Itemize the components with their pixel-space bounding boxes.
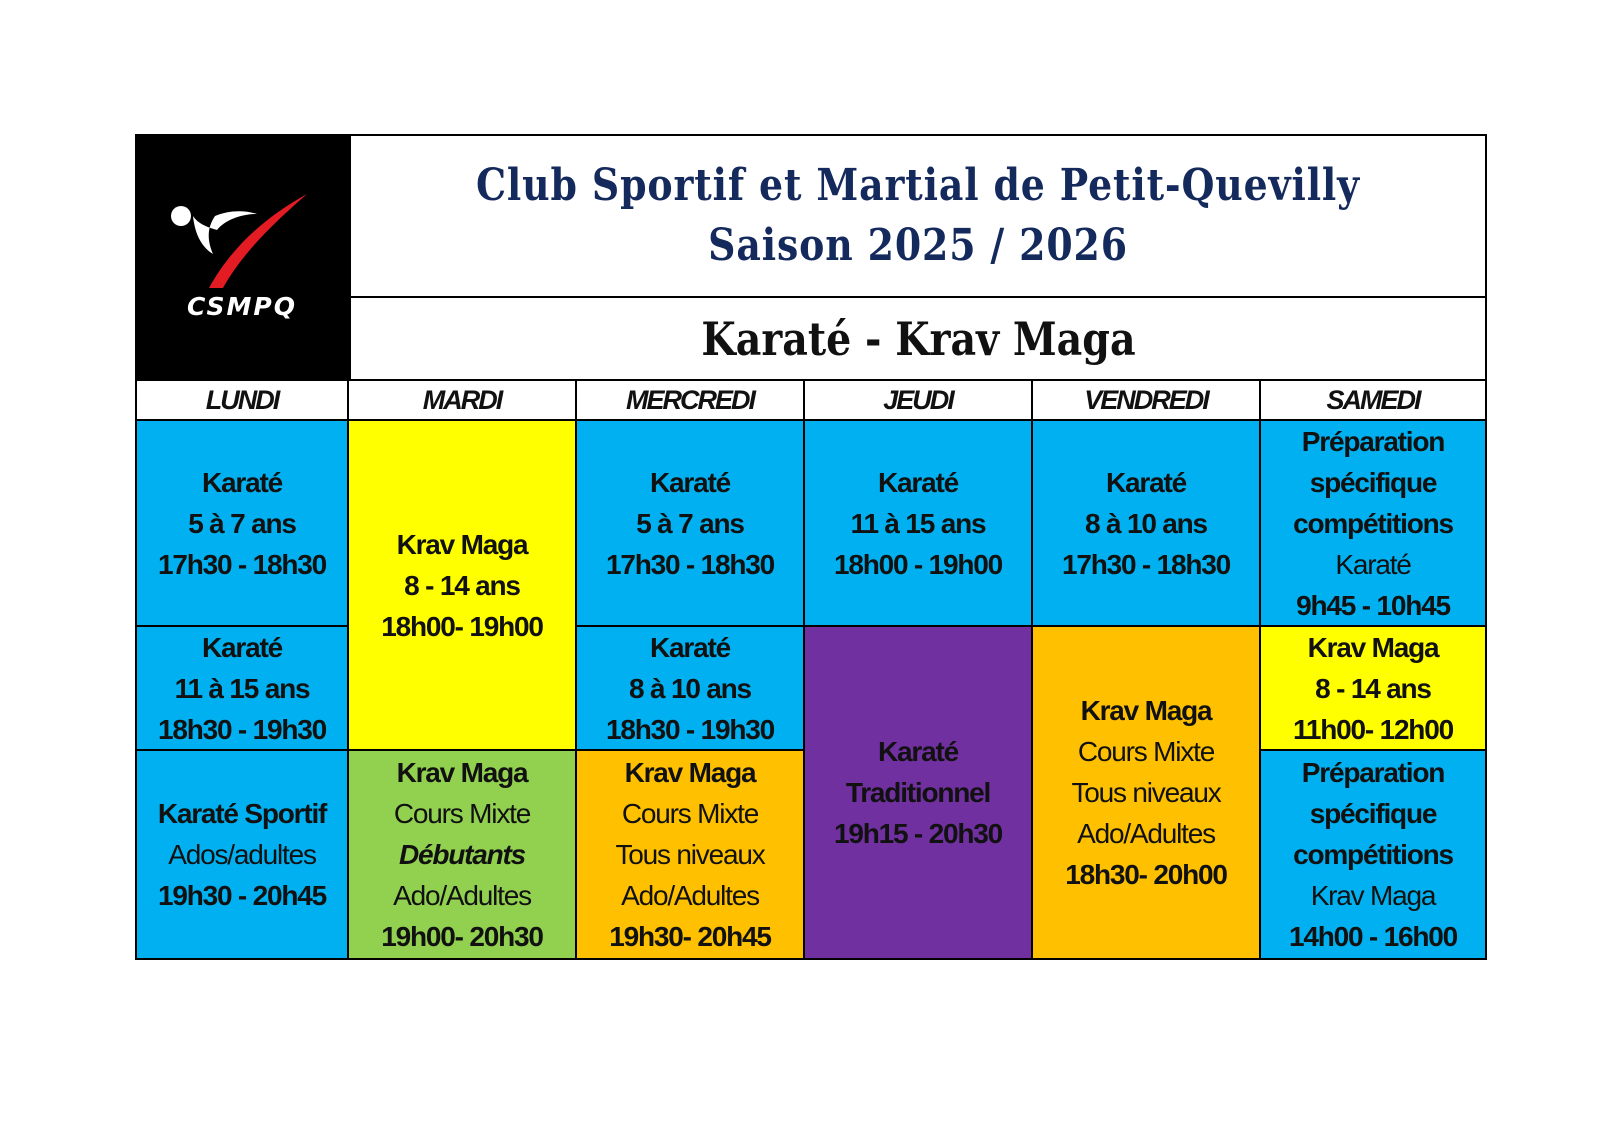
day-header-samedi: SAMEDI [1261, 379, 1485, 421]
day-header-mardi: MARDI [349, 379, 577, 421]
session-mercredi-2 [577, 627, 805, 751]
session-discipline: Karaté [1335, 548, 1411, 580]
logo-emblem [137, 136, 349, 379]
session-time: 18h00 - 19h00 [833, 548, 1003, 580]
session-type: Cours Mixte [393, 798, 531, 829]
session-title-2: spécifique [1309, 798, 1437, 829]
club-logo [137, 136, 349, 379]
day-header-lundi: LUNDI [137, 379, 349, 421]
session-time: 19h30 - 20h45 [157, 880, 327, 911]
session-mardi-2 [349, 751, 577, 958]
session-title: Préparation [1301, 757, 1445, 788]
session-vendredi-1 [1033, 421, 1261, 627]
session-mercredi-1 [577, 421, 805, 627]
session-discipline: Krav Maga [1310, 880, 1436, 911]
session-mardi-1 [349, 421, 577, 751]
session-audience: Ado/Adultes [621, 880, 759, 911]
title-line-2: Saison 2025 / 2026 [708, 220, 1128, 271]
session-title-3: compétitions [1293, 507, 1453, 539]
session-age: 8 - 14 ans [404, 569, 520, 601]
session-title-3: compétitions [1293, 839, 1453, 870]
club-title [349, 136, 1485, 298]
session-audience: Ado/Adultes [1077, 818, 1215, 849]
day-header-mercredi: MERCREDI [577, 379, 805, 421]
session-title: Krav Maga [396, 528, 528, 560]
session-age: 11 à 15 ans [850, 507, 986, 539]
session-time: 18h30 - 19h30 [605, 713, 775, 745]
session-title: Préparation [1301, 425, 1445, 457]
session-age: 8 - 14 ans [1315, 672, 1431, 704]
session-jeudi-1 [805, 421, 1033, 627]
session-time: 18h30 - 19h30 [157, 713, 327, 745]
session-time: 17h30 - 18h30 [1061, 548, 1231, 580]
session-time: 18h30- 20h00 [1065, 859, 1227, 890]
activity-label: Karaté - Krav Maga [700, 311, 1136, 366]
session-title: Krav Maga [1307, 631, 1439, 663]
session-samedi-2 [1261, 627, 1485, 751]
session-type: Cours Mixte [621, 798, 759, 829]
session-title: Karaté [650, 631, 730, 663]
session-time: 18h00- 19h00 [381, 610, 543, 642]
session-lundi-2 [137, 627, 349, 751]
session-type: Cours Mixte [1077, 736, 1215, 767]
session-lundi-1 [137, 421, 349, 627]
activity-title [349, 298, 1485, 379]
session-title: Karaté [650, 466, 730, 498]
session-age: 11 à 15 ans [174, 672, 310, 704]
session-title: Karaté [1106, 466, 1186, 498]
session-time: 17h30 - 18h30 [157, 548, 327, 580]
session-title: Karaté Sportif [157, 798, 327, 829]
session-title: Karaté [878, 466, 958, 498]
session-level: Débutants [398, 839, 526, 870]
session-time: 11h00- 12h00 [1293, 713, 1453, 745]
session-lundi-3 [137, 751, 349, 958]
session-level: Tous niveaux [1071, 777, 1221, 808]
session-title-2: spécifique [1309, 466, 1437, 498]
session-time: 19h15 - 20h30 [833, 818, 1003, 849]
session-title: Karaté [202, 466, 282, 498]
session-time: 17h30 - 18h30 [605, 548, 775, 580]
session-title: Karaté [878, 736, 958, 767]
session-age: 5 à 7 ans [188, 507, 296, 539]
session-age: 8 à 10 ans [1085, 507, 1207, 539]
session-level: Ados/adultes [168, 839, 316, 870]
session-time: 9h45 - 10h45 [1296, 589, 1450, 621]
session-title: Krav Maga [396, 757, 528, 788]
session-age: 8 à 10 ans [629, 672, 751, 704]
session-title: Krav Maga [624, 757, 756, 788]
session-time: 14h00 - 16h00 [1288, 921, 1458, 952]
session-level: Tous niveaux [615, 839, 765, 870]
session-samedi-1 [1261, 421, 1485, 627]
session-time: 19h30- 20h45 [609, 921, 771, 952]
session-jeudi-2 [805, 627, 1033, 958]
session-samedi-3 [1261, 751, 1485, 958]
logo-text: CSMPQ [187, 292, 297, 321]
session-vendredi-2 [1033, 627, 1261, 958]
schedule-sheet [135, 134, 1487, 960]
day-header-jeudi: JEUDI [805, 379, 1033, 421]
day-header-vendredi: VENDREDI [1033, 379, 1261, 421]
session-time: 19h00- 20h30 [381, 921, 543, 952]
session-audience: Ado/Adultes [393, 880, 531, 911]
session-title: Karaté [202, 631, 282, 663]
title-line-1: Club Sportif et Martial de Petit-Quevilly [475, 160, 1361, 211]
session-title: Krav Maga [1080, 695, 1212, 726]
session-style: Traditionnel [845, 777, 991, 808]
session-mercredi-3 [577, 751, 805, 958]
session-age: 5 à 7 ans [636, 507, 744, 539]
